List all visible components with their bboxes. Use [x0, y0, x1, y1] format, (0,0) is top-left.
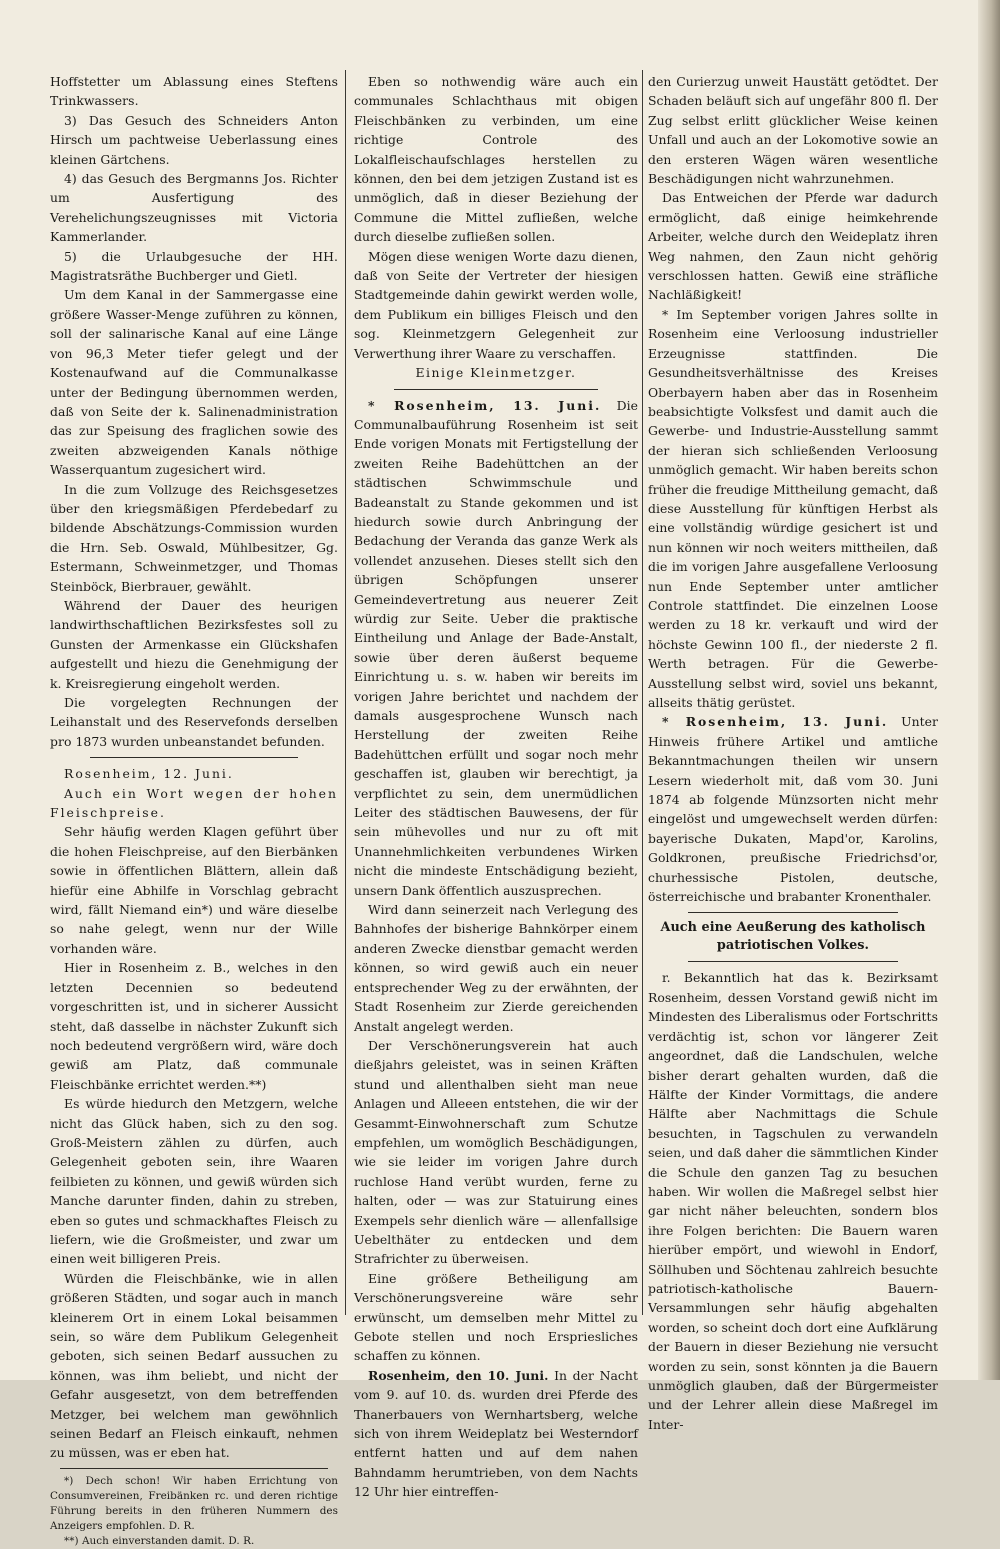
- paragraph: r. Bekanntlich hat das k. Bezirksamt Rosenheim, dessen Vorstand gewiß nicht im Mindesten des Liberalismus oder Fortschritts verdächtig ist, schon vor längerer Zeit angeordnet, daß die Landschulen, welche bisher derart gehalten wurden, daß die Hälfte der Kinder Vormittags, die andere Hälfte aber Nachmittags die Schule besuchten, in Tagschulen zu verwandeln seien, und daß daher die sämmtlichen Kinder die Schule den ganzen Tag zu besuchen haben. Wir wollen die Maßregel selbst hier gar nicht näher beleuchten, sondern blos ihre Folgen berichten: Die Bauern waren hierüber empört, und wiewohl in Endorf, Söllhuben und Söchtenau zahlreich besuchte patriotisch-katholische Bauern-Versammlungen sehr häufig abgehalten worden, so scheint doch dort eine Aufklärung der Bauern in dieser Beziehung nie versucht worden zu sein, sonst könnten ja die Bauern unmöglich glauben, daß der Bürgermeister und der Lehrer allein diese Maßregel im Inter-: [648, 970, 938, 1432]
- paragraph: Der Verschönerungsverein hat auch dießjahrs geleistet, was in seinen Kräften stund und allenthalben sieht man neue Anlagen und Alleeen entstehen, die wir der Gesammt-Einwohnerschaft zum Schutze empfehlen, um womöglich Beschädigungen, wie sie leider im vorigen Jahre durch ruchlose Hand verübt wurden, ferne zu halten, oder — was zur Statuirung eines Exempels sehr dienlich wäre — allenfallsige Uebelthäter zu entdecken und dem Strafrichter zu überweisen.: [354, 1037, 638, 1267]
- column-3: [648, 72, 938, 1432]
- paragraph: Die vorgelegten Rechnungen der Leihanstalt und des Reservefonds derselben pro 1873 wurden unbeanstandet befunden.: [50, 695, 338, 749]
- paragraph: 5) die Urlaubgesuche der HH. Magistratsräthe Buchberger und Gietl.: [50, 248, 338, 284]
- section-divider: [688, 912, 898, 913]
- paragraph: Eine größere Betheiligung am Verschönerungsvereine wäre sehr erwünscht, um demselben mehr Mittel zu Gebote stellen und noch Erspriesliches schaffen zu können.: [354, 1270, 638, 1364]
- news-item: [648, 712, 938, 906]
- column-rule: [642, 70, 643, 1315]
- paragraph: * Im September vorigen Jahres sollte in Rosenheim eine Verloosung industrieller Erzeugnisse stattfinden. Die Gesundheitsverhältnisse des Kreises Oberbayern haben aber das in Rosenheim beabsichtigte Volksfest und damit auch die Gewerbe- und Industrie-Ausstellung sammt der hieran sich schließenden Verloosung unmöglich gemacht. Wir haben bereits schon früher die freudige Mittheilung gemacht, daß diese Ausstellung für künftigen Herbst als eine vollständig würdige gesichert ist und nun können wir noch weiters mittheilen, daß die im vorigen Jahre ausgefallene Verloosung nun Ende September unter amtlicher Controle stattfindet. Die einzelnen Loose werden zu 18 kr. verkauft und wird der höchste Gewinn 100 fl., der niederste 2 fl. Werth betragen. Für die Gewerbe-Ausstellung selbst wird, soviel uns bekannt, allseits thätig gerüstet.: [648, 306, 938, 710]
- column-rule: [345, 70, 346, 1315]
- news-text: In der Nacht vom 9. auf 10. ds. wurden drei Pferde des Thanerbauers von Wernhartsberg, welche sich von ihrem Weideplatz bei Westerndorf entfernt hatten und auf dem nahen Bahndamm herumtrieben, von dem Nachts 12 Uhr hier eintreffen-: [354, 1367, 638, 1500]
- paragraph: Es würde hiedurch den Metzgern, welche nicht das Glück haben, sich zu den sog. Groß-Meistern zählen zu dürfen, auch Gelegenheit geboten sein, ihre Waaren feilbieten zu können, und gewiß würden sich Manche darunter finden, dahin zu streben, eben so gutes und schmackhaftes Fleisch zu liefern, wie die Großmeister, und zwar um einen weit billigeren Preis.: [50, 1096, 338, 1267]
- paragraph: Mögen diese wenigen Worte dazu dienen, daß von Seite der Vertreter der hiesigen Stadtgemeinde dahin gewirkt werden wolle, dem Publikum ein billiges Fleisch und den sog. Kleinmetzgern Gelegenheit zur Verwerthung ihrer Waare zu verschaffen.: [354, 248, 638, 361]
- paragraph: Um dem Kanal in der Sammergasse eine größere Wasser-Menge zuführen zu können, soll der salinarische Kanal auf eine Länge von 96,3 Meter tiefer gelegt und der Kostenaufwand auf die Communalkasse unter der Bedingung übernommen werden, daß von Seite der k. Salinenadministration das zur Speisung des fraglichen sowie des zweiten abzweigenden Kanals nöthige Wasserquantum zugesichert wird.: [50, 287, 338, 478]
- section-divider: [394, 389, 598, 390]
- article-heading: Auch eine Aeußerung des katholisch patriotischen Volkes.: [660, 920, 926, 954]
- dateline: [50, 764, 338, 783]
- dateline-text: * Rosenheim, 13. Juni.: [368, 397, 602, 413]
- paragraph: Eben so nothwendig wäre auch ein communales Schlachthaus mit obigen Fleischbänken zu verbinden, um eine richtige Controle des Lokalfleischaufschlages herstellen zu können, den bei dem jetzigen Zustand ist es unmöglich, daß in dieser Beziehung der Commune die Mittel zufließen, welche durch dieselbe zufließen sollen.: [354, 74, 638, 245]
- section-divider: [688, 961, 898, 962]
- footnote: **) Auch einverstanden damit. D. R.: [64, 1534, 255, 1547]
- article-lead: [50, 784, 338, 823]
- dateline-text: Rosenheim, den 10. Juni.: [368, 1367, 549, 1383]
- paragraph: Wird dann seinerzeit nach Verlegung des Bahnhofes der bisherige Bahnkörper einem anderen Zwecke dienstbar gemacht werden können, so wird gewiß auch ein neuer entsprechender Weg zu der erwähnten, der Stadt Rosenheim zur Zierde gereichenden Anstalt angelegt werden.: [354, 902, 638, 1034]
- dateline-text: * Rosenheim, 13. Juni.: [662, 714, 889, 730]
- paragraph: Während der Dauer des heurigen landwirthschaftlichen Bezirksfestes soll zu Gunsten der Armenkasse ein Glückshafen aufgestellt und hiezu die Genehmigung der k. Kreisregierung eingeholt werden.: [50, 597, 338, 691]
- paragraph: den Curierzug unweit Haustätt getödtet. Der Schaden beläuft sich auf ungefähr 800 fl. Der Zug selbst erlitt glücklicher Weise keinen Unfall und auch an der Lokomotive sowie an den ersteren Wägen wären wesentliche Beschädigungen nicht wahrzunehmen.: [648, 74, 938, 187]
- footnote: *) Dech schon! Wir haben Errichtung von Consumvereinen, Freibänken rc. und deren richtige Führung bereits in den früheren Nummern des Anzeigers empfohlen. D. R.: [50, 1474, 338, 1532]
- paragraph: Hoffstetter um Ablassung eines Steftens Trinkwassers.: [50, 74, 338, 109]
- section-divider: [90, 757, 298, 758]
- footnote-divider: [60, 1468, 328, 1469]
- paragraph: In die zum Vollzuge des Reichsgesetzes über den kriegsmäßigen Pferdebedarf zu bildende Abschätzungs-Commission wurden die Hrn. Seb. Oswald, Mühlbesitzer, Gg. Estermann, Schweinmetzger, und Thomas Steinböck, Bierbrauer, gewählt.: [50, 481, 338, 594]
- article-title: Auch ein Wort wegen der hohen Fleischpreise.: [50, 785, 338, 821]
- news-item: [354, 396, 638, 901]
- signature: Einige Kleinmetzger.: [415, 365, 577, 381]
- paragraph: Das Entweichen der Pferde war dadurch ermöglicht, daß einige heimkehrende Arbeiter, welche durch den Weideplatz ihren Weg nahmen, den Zaun nicht gehörig verschlossen hatten. Gewiß eine sträfliche Nachläßigkeit!: [648, 190, 938, 303]
- dateline-text: Rosenheim, 12. Juni.: [64, 766, 234, 782]
- news-text: Die Communalbauführung Rosenheim ist seit Ende vorigen Monats mit Fertigstellung der zweiten Reihe Badehüttchen an der städtischen Schwimmschule und Badeanstalt zu Stande gekommen und ist hiedurch sowie durch Anbringung der Bedachung der Veranda das ganze Werk als vollendet anzusehen. Dieses stellt sich den übrigen Schöpfungen unserer Gemeindevertretung aus neuerer Zeit würdig zur Seite. Ueber die praktische Eintheilung und Anlage der Bade-Anstalt, sowie über deren äußerst bequeme Einrichtung u. s. w. haben wir bereits im vorigen Jahre berichtet und nachdem der damals ausgesprochene Wunsch nach Herstellung der zweiten Reihe Badehüttchen erfüllt und sogar noch mehr geschaffen ist, glauben wir berechtigt, ja verpflichtet zu sein, dem unermüdlichen Leiter des städtischen Bauwesens, der für sein mühevolles und nur zu oft mit Unannehmlichkeiten verbundenes Wirken nicht die mindeste Entschädigung bezieht, unsern Dank öffentlich auszusprechen.: [354, 397, 638, 898]
- paragraph: 4) das Gesuch des Bergmanns Jos. Richter um Ausfertigung des Verehelichungszeugnisses mit Victoria Kammerlander.: [50, 171, 338, 245]
- paragraph: 3) Das Gesuch des Schneiders Anton Hirsch um pachtweise Ueberlassung eines kleinen Gärtchens.: [50, 112, 338, 167]
- page-edge-shadow: [978, 0, 1000, 1380]
- paragraph: Sehr häufig werden Klagen geführt über die hohen Fleischpreise, auf den Bierbänken sowie in öffentlichen Blättern, allein daß hiefür eine Abhilfe in Vorschlag gebracht wird, fällt Niemand ein*) und wäre dieselbe so nahe gelegt, wenn nur der Wille vorhanden wäre.: [50, 824, 338, 956]
- column-2: [354, 72, 638, 1500]
- paragraph: Würden die Fleischbänke, wie in allen größeren Städten, und sogar auch in manch kleinerem Ort in einem Lokal beisammen sein, so wäre dem Publikum Gelegenheit geboten, sich seinen Bedarf aussuchen zu können, was ihm beliebt, und nicht der Gefahr ausgesetzt, von dem betreffenden Metzger, bei welchem man gewöhnlich seinen Bedarf an Fleisch einkauft, nehmen zu müssen, was er eben hat.: [50, 1270, 338, 1461]
- news-text: Unter Hinweis frühere Artikel und amtliche Bekanntmachungen theilen wir unsern Lesern wiederholt mit, daß vom 30. Juni 1874 ab folgende Münzsorten nicht mehr eingelöst und umgewechselt werden dürfen: bayerische Dukaten, Mapd'or, Karolins, Goldkronen, preußische Friedrichsd'or, churhessische Pistolen, deutsche, österreichische und brabanter Kronenthaler.: [648, 714, 938, 905]
- news-item: [354, 1366, 638, 1502]
- paragraph: Hier in Rosenheim z. B., welches in den letzten Decennien so bedeutend vorgeschritten ist, und in sicherer Aussicht steht, daß dasselbe in nächster Zukunft sich noch bedeutend vergrößern wird, wäre doch gewiß am Platz, daß communale Fleischbänke errichtet werden.**): [50, 960, 338, 1092]
- column-1: [50, 72, 338, 1547]
